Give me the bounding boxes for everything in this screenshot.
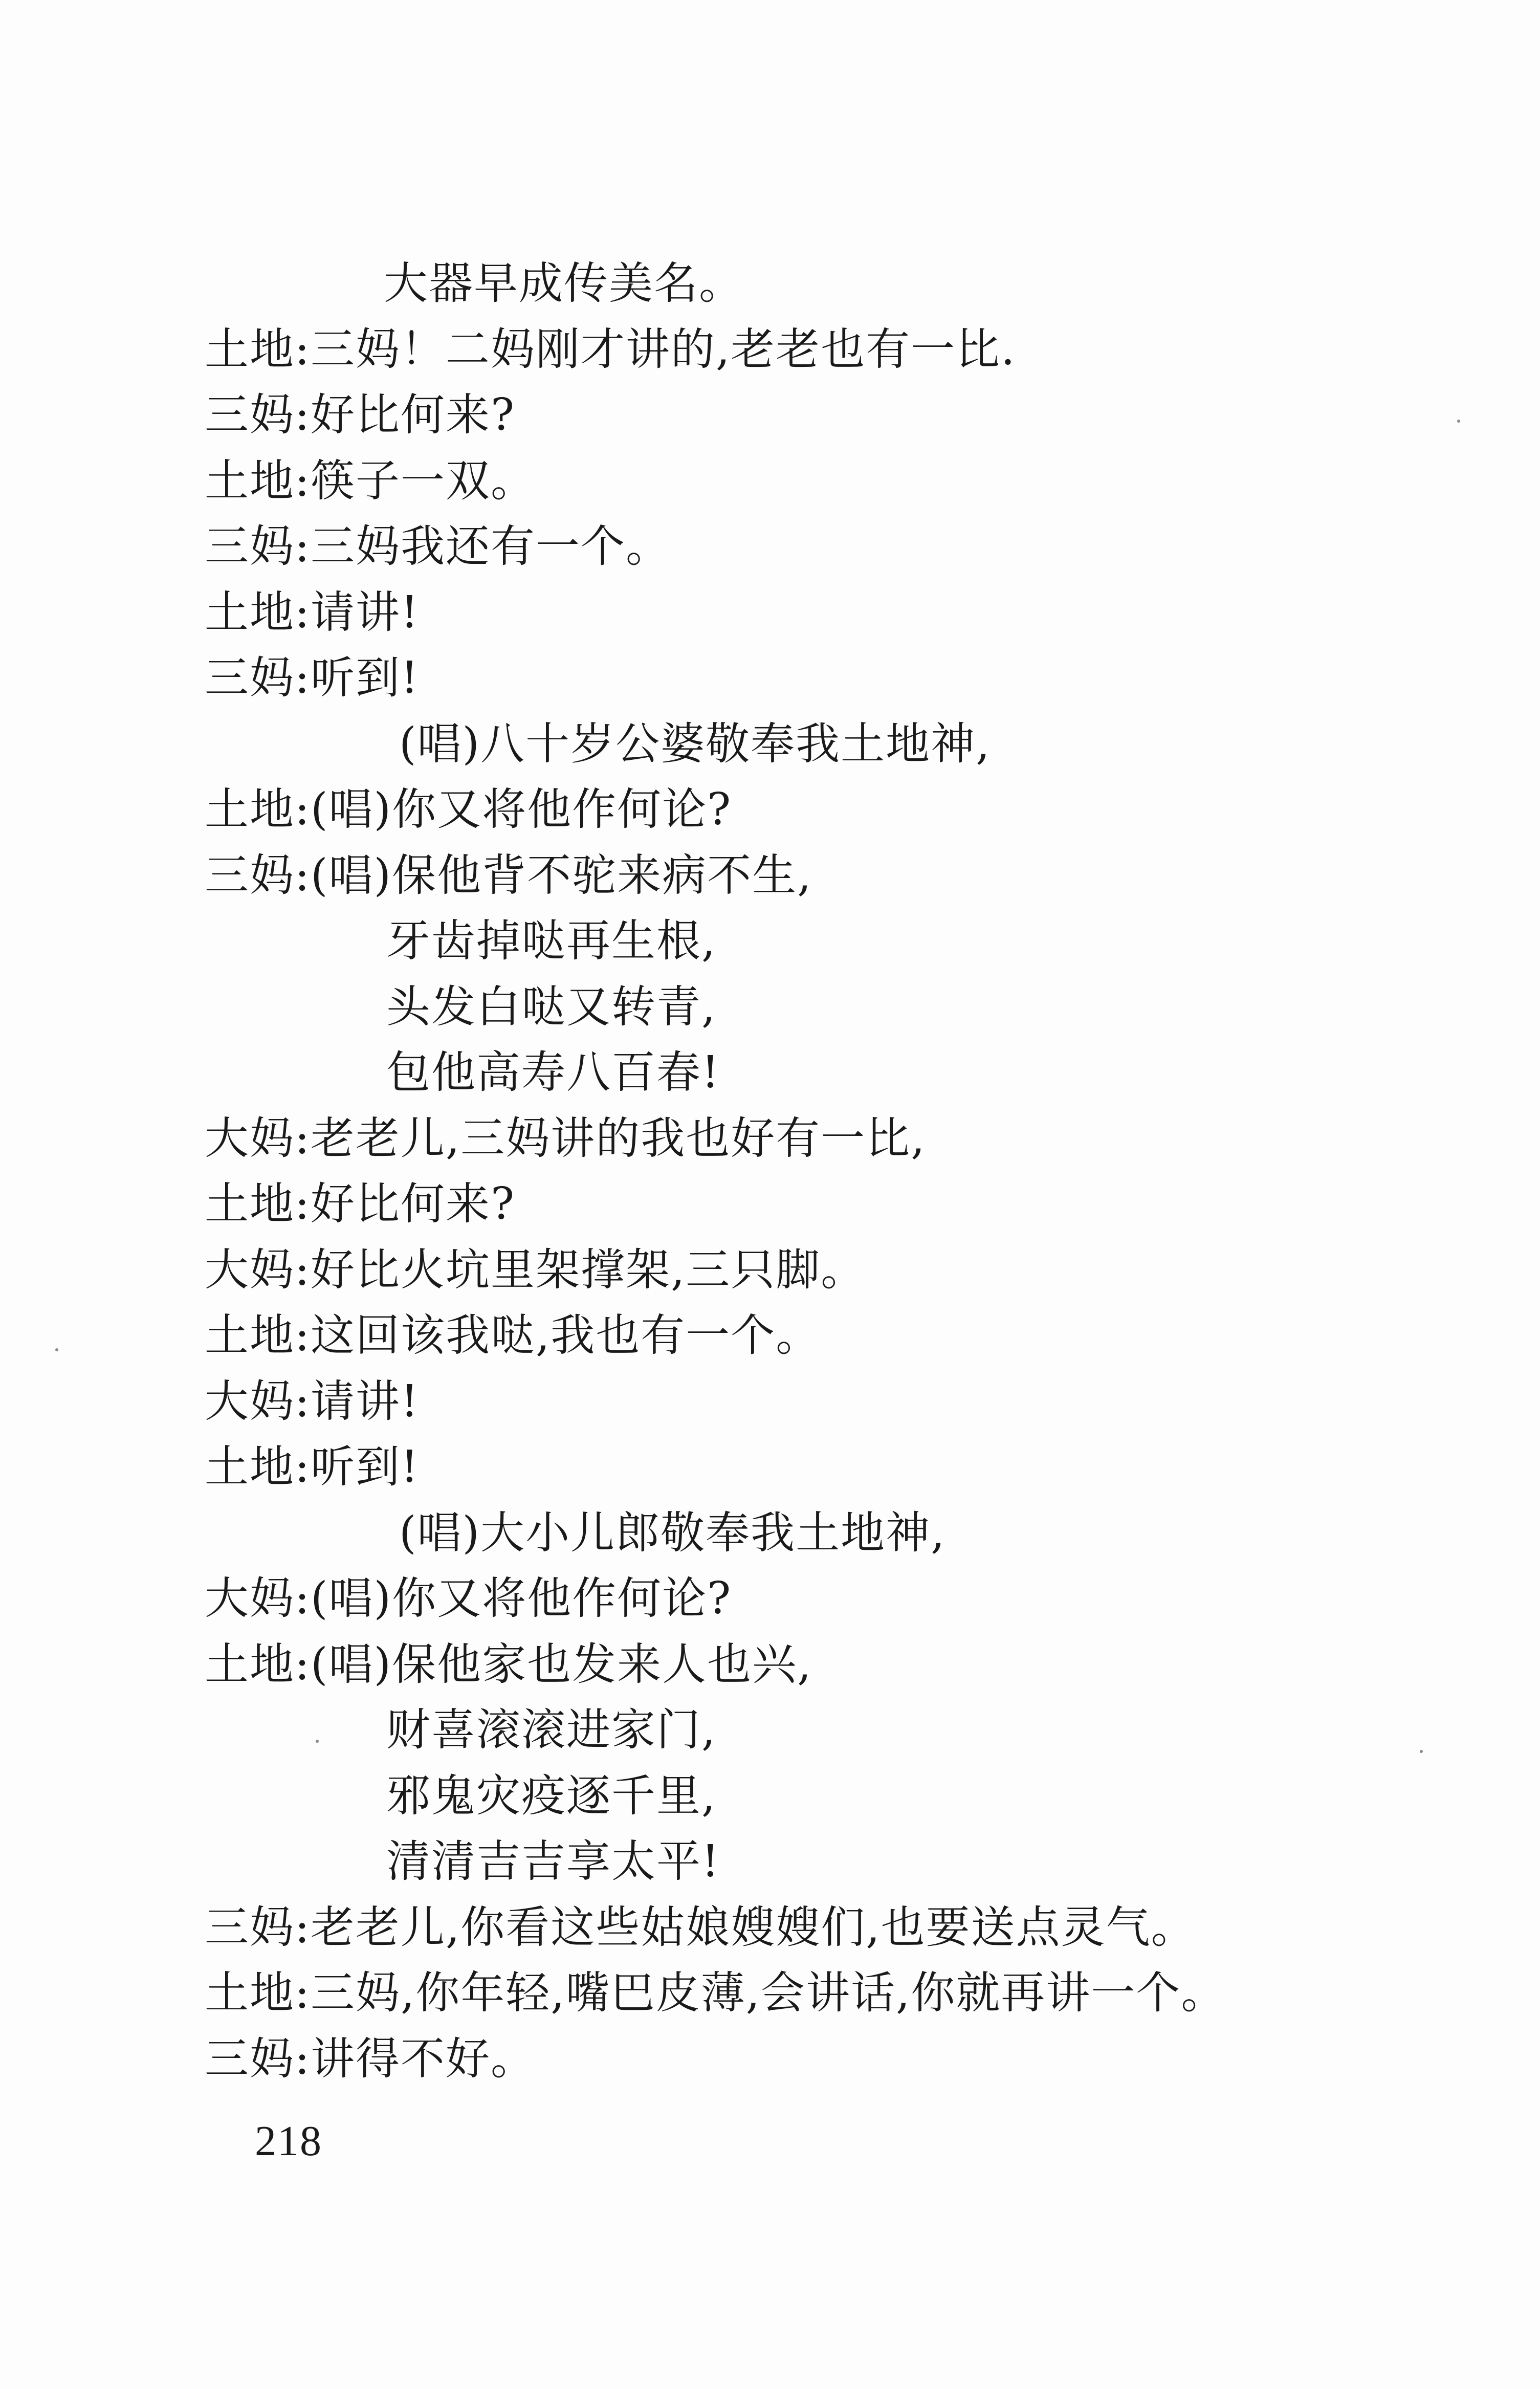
scan-speck (55, 1348, 58, 1351)
script-line: 土地:请讲! (205, 586, 420, 638)
script-line: 头发白哒又转青, (386, 981, 717, 1033)
script-line: 土地:这回该我哒,我也有一个。 (205, 1310, 821, 1361)
script-line: 大妈:老老儿,三妈讲的我也好有一比, (205, 1112, 926, 1164)
script-line: 三妈:老老儿,你看这些姑娘嫂嫂们,也要送点灵气。 (205, 1901, 1196, 1953)
script-line: 财喜滚滚进家门, (386, 1704, 717, 1756)
script-line: 土地:筷子一双。 (205, 455, 536, 507)
page-number: 218 (255, 2117, 322, 2165)
script-line: 大妈:请讲! (205, 1375, 420, 1427)
script-line: 包他高寿八百春! (386, 1047, 720, 1098)
script-text-block (205, 251, 1484, 2092)
script-line: 三妈:(唱)保他背不驼来病不生, (205, 849, 812, 901)
script-line: 土地:(唱)你又将他作何论? (205, 784, 732, 835)
scan-speck (1457, 420, 1460, 423)
script-line: 土地:好比何来? (205, 1178, 516, 1230)
script-line: 土地:听到! (205, 1441, 420, 1493)
scan-speck (316, 1740, 319, 1743)
script-line: 三妈:听到! (205, 652, 420, 704)
script-line: 清清吉吉享太平! (386, 1836, 720, 1887)
script-line: 牙齿掉哒再生根, (386, 915, 717, 967)
script-line: 三妈:三妈我还有一个。 (205, 521, 671, 572)
script-line: 邪鬼灾疫逐千里, (386, 1770, 717, 1822)
script-line: 土地:三妈！二妈刚才讲的,老老也有一比. (205, 323, 1016, 375)
script-line: 三妈:讲得不好。 (205, 2033, 536, 2085)
script-line: 土地:(唱)保他家也发来人也兴, (205, 1638, 812, 1690)
script-line: 大妈:(唱)你又将他作何论? (205, 1573, 732, 1624)
script-line: (唱)八十岁公婆敬奉我土地神, (399, 718, 991, 770)
script-line: (唱)大小儿郎敬奉我土地神, (399, 1507, 946, 1559)
scan-speck (1420, 1750, 1423, 1753)
script-line: 大妈:好比火坑里架撑架,三只脚。 (205, 1244, 866, 1296)
script-line: 三妈:好比何来? (205, 389, 516, 441)
script-line: 土地:三妈,你年轻,嘴巴皮薄,会讲话,你就再讲一个。 (205, 1967, 1226, 2019)
script-line: 大器早成传美名。 (384, 258, 744, 309)
